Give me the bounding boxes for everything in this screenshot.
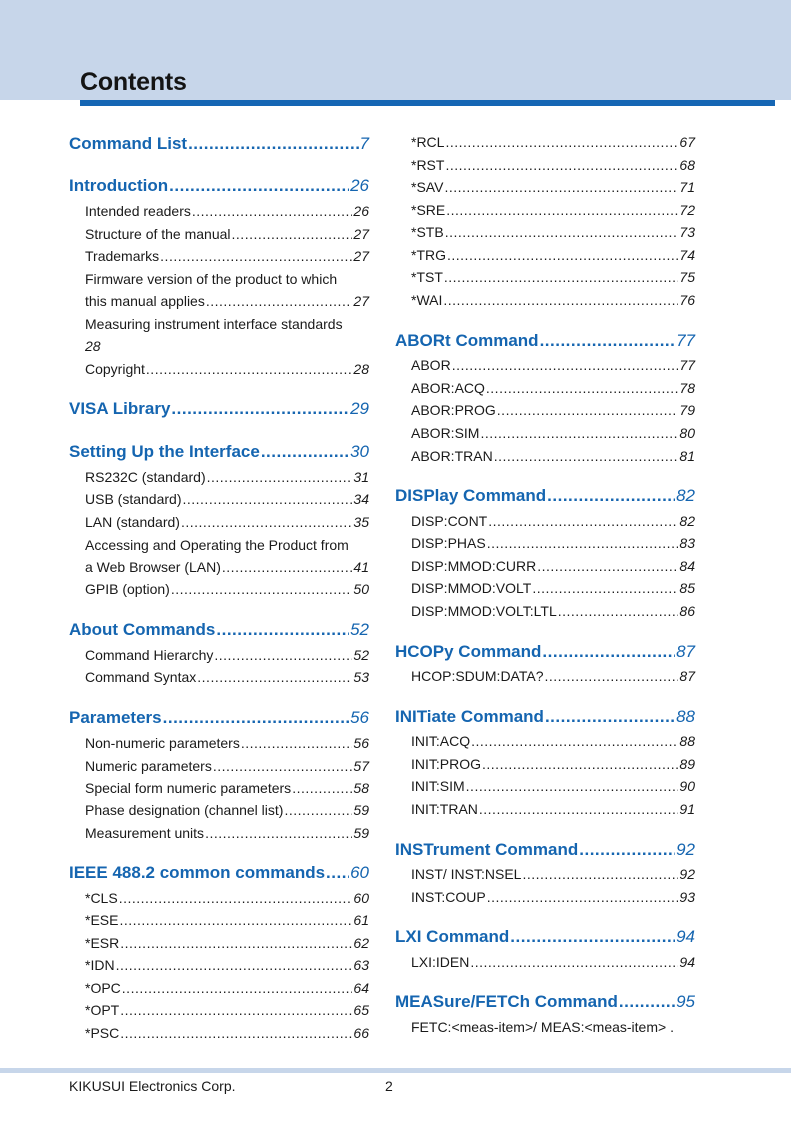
toc-item[interactable]: LAN (standard) ..... 35 (69, 513, 369, 531)
toc-heading-setup[interactable]: Setting Up the Interface ..... 30 (69, 442, 369, 462)
toc-item[interactable]: *PSC ..... 66 (69, 1024, 369, 1042)
toc-item[interactable]: *TRG ..... 74 (395, 246, 695, 264)
toc-item[interactable]: *STB ..... 73 (395, 223, 695, 241)
toc-item-web-browser[interactable]: Accessing and Operating the Product from a Web Browser (LAN) ..... 41 (69, 536, 369, 576)
toc-item[interactable]: DISP:MMOD:CURR ..... 84 (395, 557, 695, 575)
toc-heading-hcopy[interactable]: HCOPy Command ..... 87 (395, 642, 695, 662)
toc-item[interactable]: Trademarks ..... 27 (69, 247, 369, 265)
toc-heading-lxi[interactable]: LXI Command ..... 94 (395, 927, 695, 947)
toc-item[interactable]: Structure of the manual ..... 27 (69, 225, 369, 243)
toc-item[interactable]: INST:COUP ..... 93 (395, 888, 695, 906)
toc-item[interactable]: Phase designation (channel list) ..... 59 (69, 801, 369, 819)
toc-heading-introduction[interactable]: Introduction ..... 26 (69, 176, 369, 196)
toc-heading-parameters[interactable]: Parameters ..... 56 (69, 708, 369, 728)
toc-heading-about-commands[interactable]: About Commands ..... 52 (69, 620, 369, 640)
toc-item[interactable]: *RCL ..... 67 (395, 133, 695, 151)
toc-item-interface-standards[interactable]: Measuring instrument interface standards 28 (85, 316, 343, 354)
toc-item-copyright[interactable]: Copyright ..... 28 (69, 360, 369, 378)
toc-item[interactable]: ABOR:PROG ..... 79 (395, 401, 695, 419)
toc-item[interactable]: Non-numeric parameters ..... 56 (69, 734, 369, 752)
toc-item[interactable]: DISP:CONT ..... 82 (395, 512, 695, 530)
toc-item[interactable]: ABOR ..... 77 (395, 356, 695, 374)
toc-item[interactable]: Measurement units ..... 59 (69, 824, 369, 842)
toc-item[interactable]: DISP:PHAS ..... 83 (395, 534, 695, 552)
footer-company: KIKUSUI Electronics Corp. (69, 1078, 236, 1094)
toc-item[interactable]: Special form numeric parameters ..... 58 (69, 779, 369, 797)
toc-heading-command-list[interactable]: Command List ..... 7 (69, 134, 369, 154)
toc-item[interactable]: INIT:SIM ..... 90 (395, 777, 695, 795)
toc-item[interactable]: *ESR ..... 62 (69, 934, 369, 952)
toc-item[interactable]: DISP:MMOD:VOLT:LTL ..... 86 (395, 602, 695, 620)
toc-heading-display[interactable]: DISPlay Command ..... 82 (395, 486, 695, 506)
toc-heading-instrument[interactable]: INSTrument Command ..... 92 (395, 840, 695, 860)
toc-heading-visa[interactable]: VISA Library ..... 29 (69, 399, 369, 419)
toc-item[interactable]: *OPT ..... 65 (69, 1001, 369, 1019)
toc-item[interactable]: LXI:IDEN ..... 94 (395, 953, 695, 971)
toc-item[interactable]: Command Hierarchy ..... 52 (69, 646, 369, 664)
toc-item-firmware[interactable]: Firmware version of the product to which this manual applies ..... 27 (69, 270, 369, 310)
toc-heading-measure[interactable]: MEASure/FETCh Command ..... 95 (395, 992, 695, 1012)
footer-page-number: 2 (385, 1078, 393, 1094)
toc-item[interactable]: DISP:MMOD:VOLT ..... 85 (395, 579, 695, 597)
toc-item[interactable]: ABOR:TRAN ..... 81 (395, 447, 695, 465)
title-rule (80, 100, 775, 106)
toc-item[interactable]: *RST ..... 68 (395, 156, 695, 174)
toc-item[interactable]: ABOR:SIM ..... 80 (395, 424, 695, 442)
toc-item[interactable]: RS232C (standard) ..... 31 (69, 468, 369, 486)
toc-item[interactable]: INIT:PROG ..... 89 (395, 755, 695, 773)
toc-item[interactable]: Intended readers ..... 26 (69, 202, 369, 220)
toc-item[interactable]: Command Syntax ..... 53 (69, 668, 369, 686)
toc-item[interactable]: *TST ..... 75 (395, 268, 695, 286)
toc-heading-abort[interactable]: ABORt Command ..... 77 (395, 331, 695, 351)
toc-item[interactable]: *SRE ..... 72 (395, 201, 695, 219)
toc-item[interactable]: Numeric parameters ..... 57 (69, 757, 369, 775)
footer-band (0, 1068, 791, 1073)
toc-item[interactable]: *ESE ..... 61 (69, 911, 369, 929)
toc-item[interactable]: USB (standard) ..... 34 (69, 490, 369, 508)
toc-item[interactable]: *SAV ..... 71 (395, 178, 695, 196)
toc-item[interactable]: INIT:TRAN ..... 91 (395, 800, 695, 818)
toc-item[interactable]: HCOP:SDUM:DATA? ..... 87 (395, 667, 695, 685)
toc-heading-ieee[interactable]: IEEE 488.2 common commands ..... 60 (69, 863, 369, 883)
toc-item[interactable]: ABOR:ACQ ..... 78 (395, 379, 695, 397)
toc-item-gpib[interactable]: GPIB (option) ..... 50 (69, 580, 369, 598)
toc-item[interactable]: *CLS ..... 60 (69, 889, 369, 907)
toc-item[interactable]: *OPC ..... 64 (69, 979, 369, 997)
toc-item[interactable]: *IDN ..... 63 (69, 956, 369, 974)
toc-item[interactable]: INST/ INST:NSEL ..... 92 (395, 865, 695, 883)
toc-item[interactable]: *WAI ..... 76 (395, 291, 695, 309)
toc-item[interactable]: INIT:ACQ ..... 88 (395, 732, 695, 750)
page-title: Contents (80, 68, 187, 96)
toc-item-fetc-meas[interactable]: FETC:<meas-item>/ MEAS:<meas-item> . (411, 1019, 674, 1035)
toc-heading-initiate[interactable]: INITiate Command ..... 88 (395, 707, 695, 727)
